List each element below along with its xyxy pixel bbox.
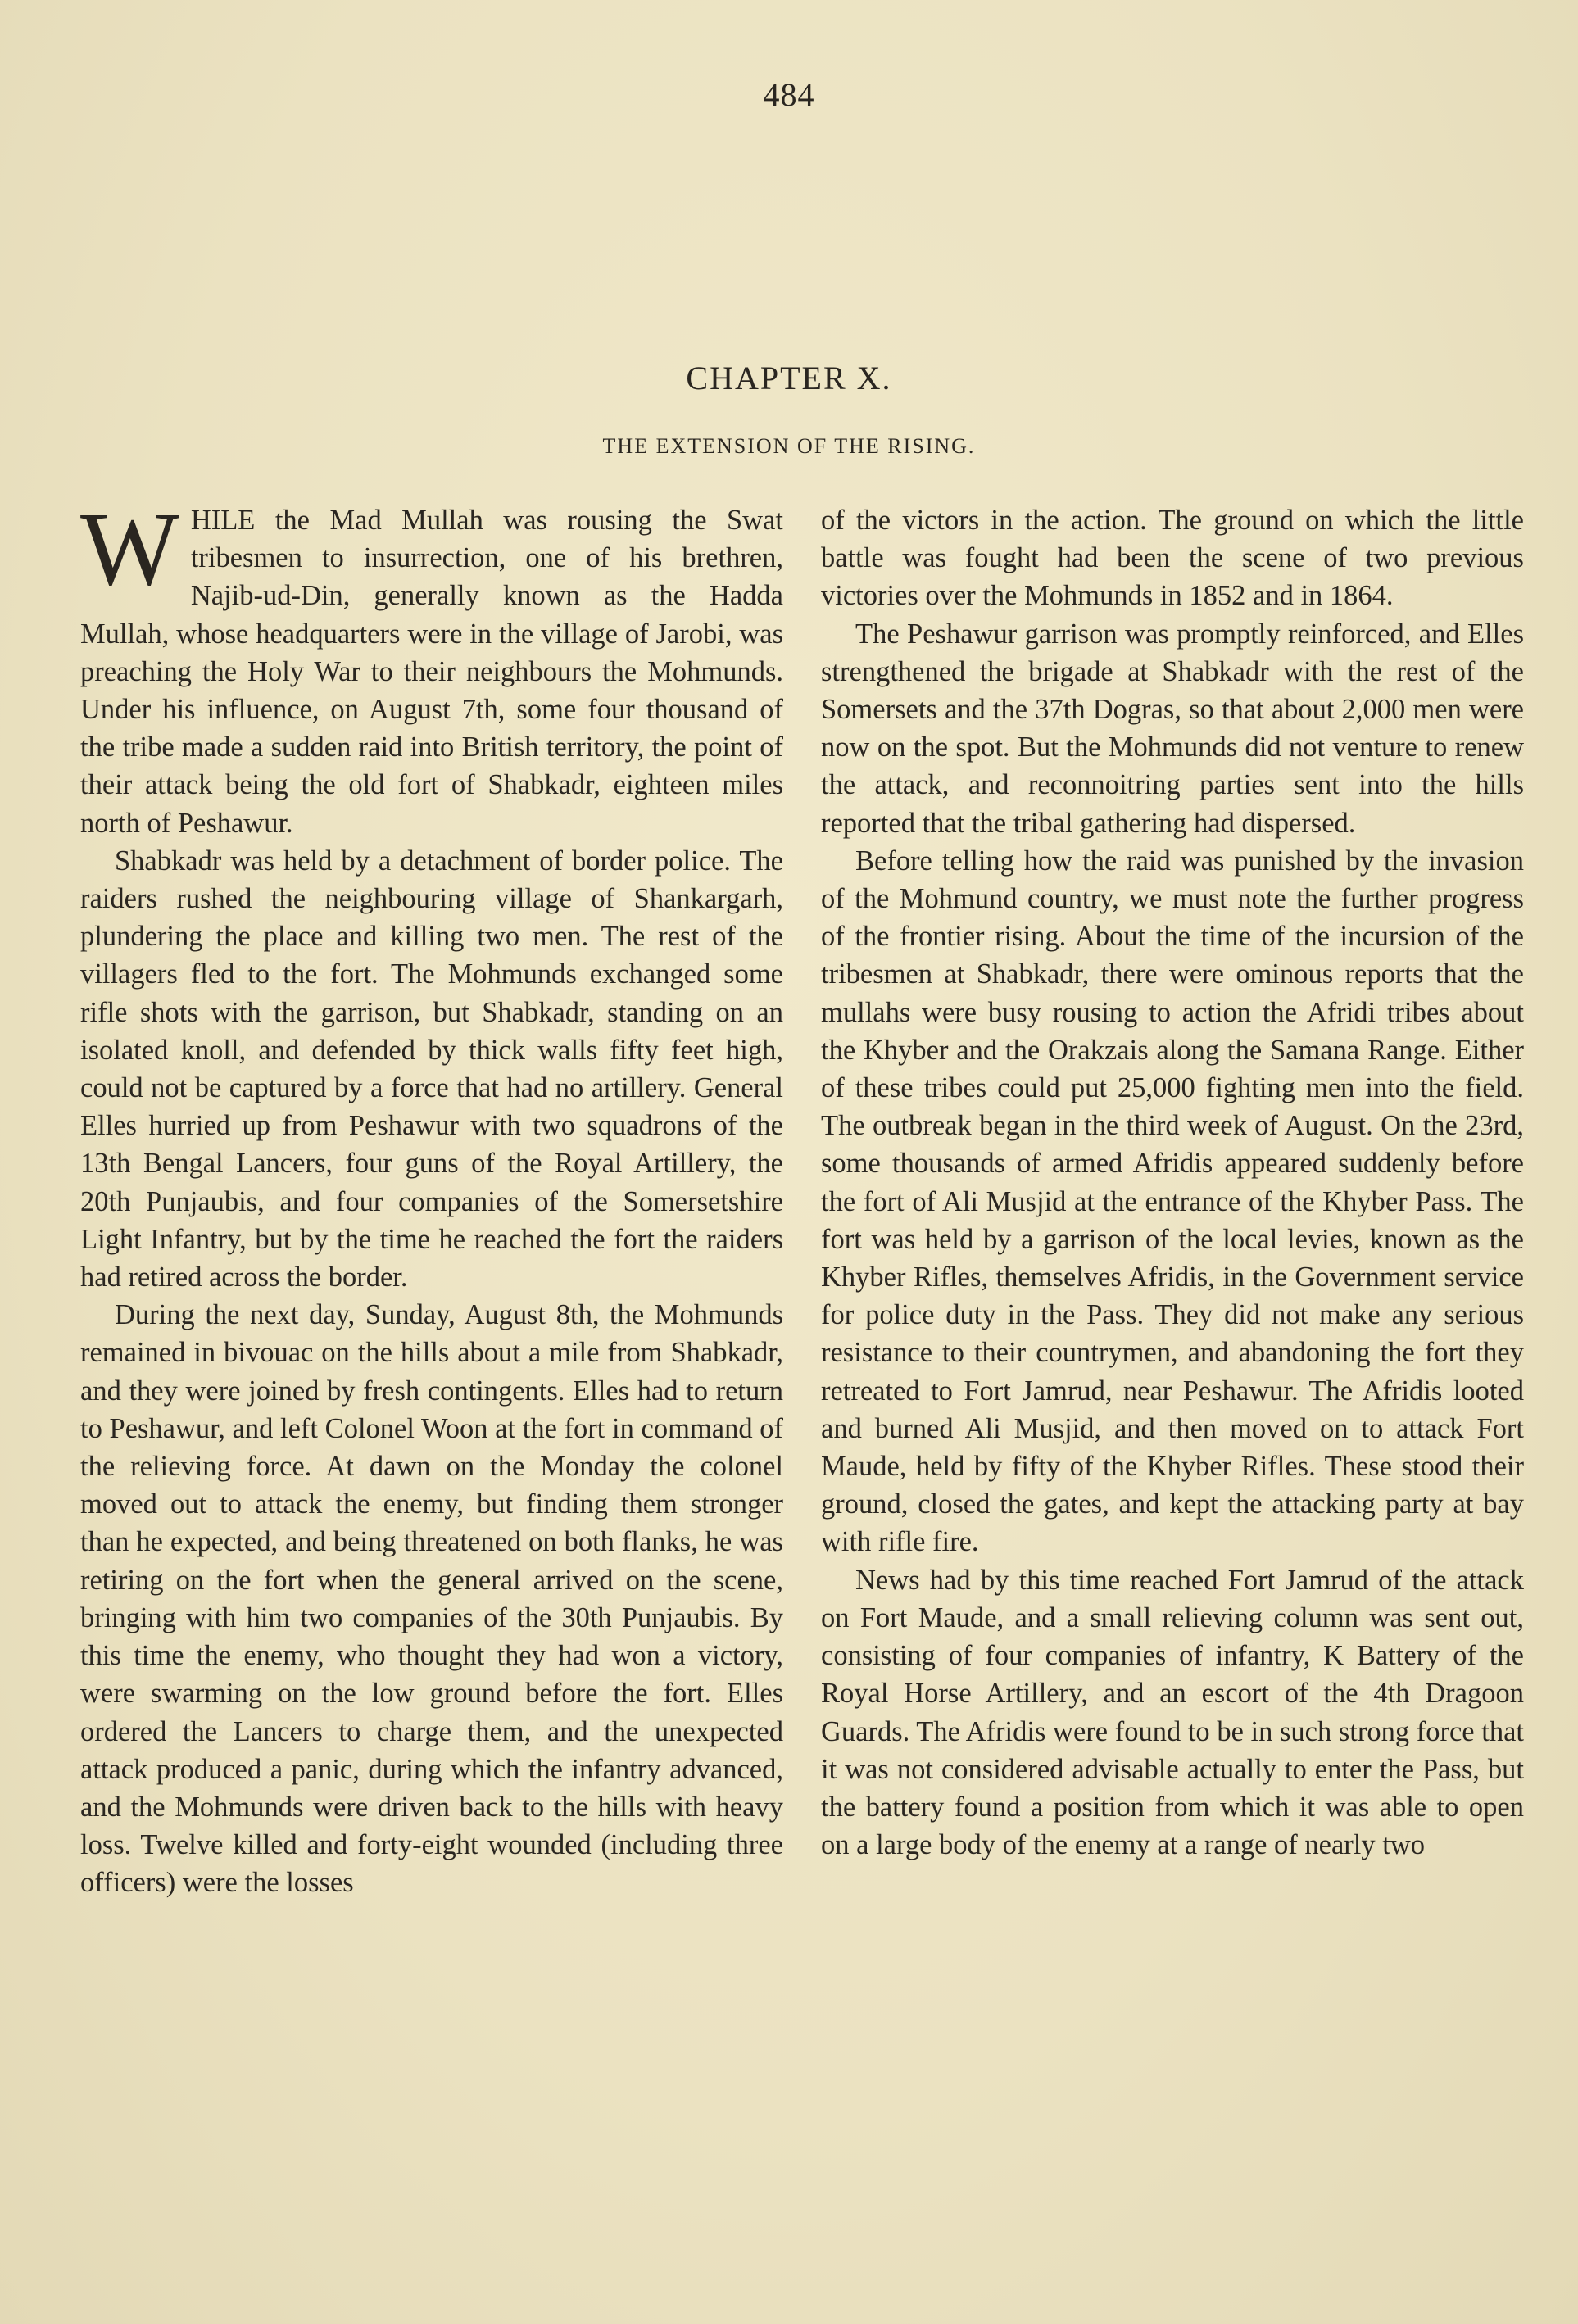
page-number: 484 [763, 76, 815, 113]
chapter-subtitle: THE EXTENSION OF THE RISING. [602, 434, 976, 458]
chapter-title: CHAPTER X. [686, 360, 892, 396]
paragraph: of the victors in the action. The ground on which the little battle was fought had been the scene of two previous victories over the Mohmunds in 1852 and in 1864. [821, 505, 1524, 612]
paragraph-text: HILE the Mad Mullah was rousing the Swat tribesmen to insurrection, one of his brethren, Najib-ud-Din, generally known as the Hadda Mullah, whose headquarters were in the village of Jarobi, was preaching the Holy War to their neighbours the Mohmunds. Under his influence, on August 7th, some four thousand of the tribe made a sudden raid into British territory, the point of their attack being the old fort of Shabkadr, eighteen miles north of Peshawur. [80, 505, 783, 839]
paragraph: During the next day, Sunday, August 8th, the Mohmunds remained in bivouac on the hills about a mile from Shabkadr, and they were joined by fresh contingents. Elles had to return to Peshawur, and left Colonel Woon at the fort in command of the relieving force. At dawn on the Monday the colonel moved out to attack the enemy, but finding them stronger than he expected, and being threatened on both flanks, he was retiring on the fort when the general arrived on the scene, bringing with him two companies of the 30th Punjaubis. By this time the enemy, who thought they had won a victory, were swarming on the low ground before the fort. Elles ordered the Lancers to charge them, and the unexpected attack produced a panic, during which the infantry advanced, and the Mohmunds were driven back to the hills with heavy loss. Twelve killed and forty-eight wounded (including three officers) were the losses [80, 1299, 783, 1899]
left-column [80, 491, 783, 1902]
paragraph: News had by this time reached Fort Jamrud of the attack on Fort Maude, and a small relieving column was sent out, consisting of four companies of infantry, K Battery of the Royal Horse Artillery, and an escort of the 4th Dragoon Guards. The Afridis were found to be in such strong force that it was not considered advisable actually to enter the Pass, but the battery found a position from which it was able to open on a large body of the enemy at a range of nearly two [821, 1564, 1524, 1861]
paragraph: Shabkadr was held by a detachment of border police. The raiders rushed the neighbouring village of Shankargarh, plundering the place and killing two men. The rest of the villagers fled to the fort. The Mohmunds exchanged some rifle shots with the garrison, but Shabkadr, standing on an isolated knoll, and defended by thick walls fifty feet high, could not be captured by a force that had no artillery. General Elles hurried up from Peshawur with two squadrons of the 13th Bengal Lancers, four guns of the Royal Artillery, the 20th Punjaubis, and four companies of the Somersetshire Light Infantry, but by the time he reached the fort the raiders had retired across the border. [80, 845, 783, 1293]
paragraph: Before telling how the raid was punished by the invasion of the Mohmund country, we must note the further progress of the frontier rising. About the time of the incursion of the tribesmen at Shabkadr, there were ominous reports that the mullahs were busy rousing to action the Afridi tribes about the Khyber and the Orakzais along the Samana Range. Either of these tribes could put 25,000 fighting men into the field. The outbreak began in the third week of August. On the 23rd, some thousands of armed Afridis appeared suddenly before the fort of Ali Musjid at the entrance of the Khyber Pass. The fort was held by a garrison of the local levies, known as the Khyber Rifles, themselves Afridis, in the Government service for police duty in the Pass. They did not make any serious resistance to their countrymen, and abandoning the fort they retreated to Fort Jamrud, near Peshawur. The Afridis looted and burned Ali Musjid, and then moved on to attack Fort Maude, held by fifty of the Khyber Rifles. These stood their ground, closed the gates, and kept the attacking party at bay with rifle fire. [821, 845, 1524, 1558]
right-column [821, 501, 1524, 1864]
paragraph [80, 491, 783, 842]
drop-cap: W [80, 491, 179, 607]
paragraph: The Peshawur garrison was promptly reinforced, and Elles strengthened the brigade at Shabkadr with the rest of the Somersets and the 37th Dogras, so that about 2,000 men were now on the spot. But the Mohmunds did not venture to renew the attack, and reconnoitring parties sent into the hills reported that the tribal gathering had dispersed. [821, 618, 1524, 839]
